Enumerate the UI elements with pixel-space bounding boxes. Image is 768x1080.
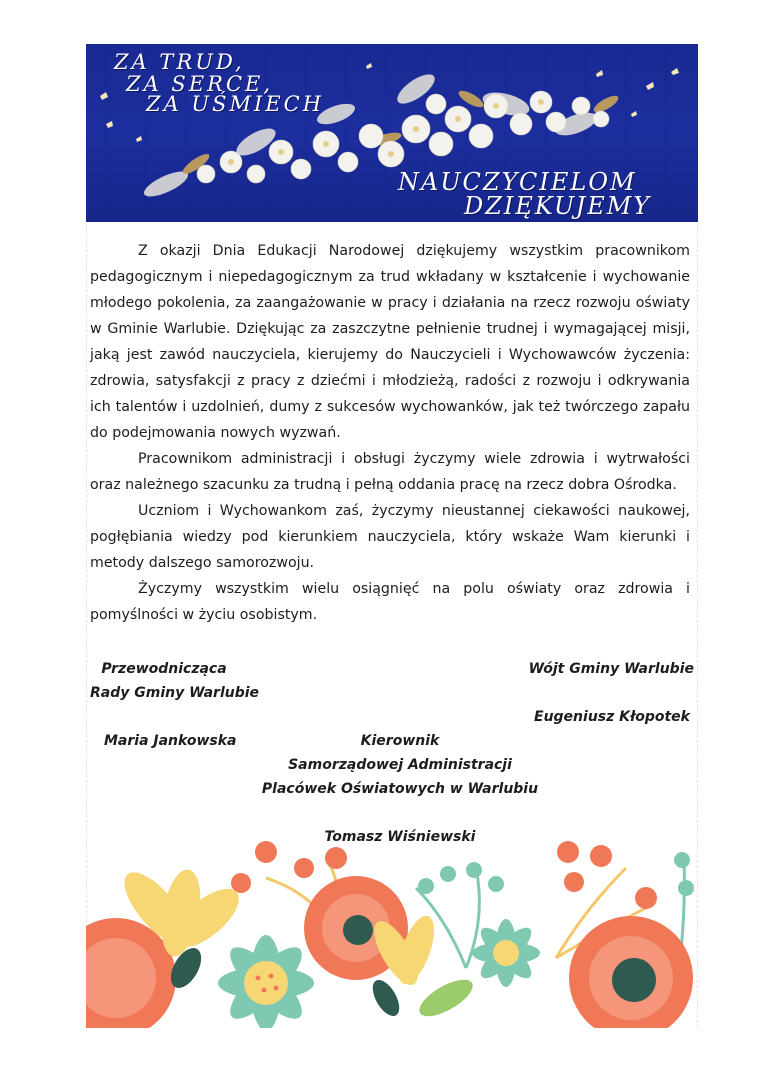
banner-line-4: NAUCZYCIELOM <box>398 168 637 196</box>
council-chair-title <box>90 657 260 705</box>
mayor-title: Wójt Gminy Warlubie <box>528 661 694 677</box>
director-title-line-2: Samorządowej Administracji <box>288 757 512 773</box>
council-chair-name: Maria Jankowska <box>104 733 237 749</box>
paragraph-3: Uczniom i Wychowankom zaś, życzymy nieustannej ciekawości naukowej, pogłębiania wiedzy pod kierunkiem nauczyciela, który wskaże Wam kierunki i metody dalszego samorozwoju. <box>90 503 690 571</box>
paragraph-1: Z okazji Dnia Edukacji Narodowej dziękujemy wszystkim pracownikom pedagogicznym i niepedagogicznym za trud wkładany w kształcenie i wychowanie młodego pokolenia, za zaangażowanie w pracy i działania na rzecz rozwoju oświaty w Gminie Warlubie. Dziękując za zaszczytne pełnienie trudnej i wymagającej misji, jaką jest zawód nauczyciela, kierujemy do Nauczycieli i Wychowawców życzenia: zdrowia, satysfakcji z pracy z dziećmi i młodzieżą, radości z rozwoju i odkrywania ich talentów i uzdolnień, dumy z sukcesów wychowanków, jak też twórczego zapału do podejmowania nowych wyzwań. <box>90 243 690 441</box>
banner-line-3: ZA UŚMIECH <box>146 92 325 116</box>
director-name: Tomasz Wiśniewski <box>324 829 476 845</box>
director-title-line-1: Kierownik <box>360 733 440 749</box>
mayor-name: Eugeniusz Kłopotek <box>534 709 690 725</box>
paragraph-2: Pracownikom administracji i obsługi życzymy wiele zdrowia i wytrwałości oraz należnego szacunku za trudną i pełną oddania pracę na rzecz dobra Ośrodka. <box>90 451 690 493</box>
header-banner <box>86 44 698 222</box>
floral-footer-decoration <box>86 838 698 1028</box>
director-title <box>250 729 550 801</box>
banner-line-1: ZA TRUD, <box>114 50 245 74</box>
council-chair-title-line-1: Przewodnicząca <box>101 661 227 677</box>
paragraph-4: Życzymy wszystkim wielu osiągnięć na polu oświaty oraz zdrowia i pomyślności w życiu osobistym. <box>90 581 690 623</box>
banner-line-5: DZIĘKUJEMY <box>464 192 652 220</box>
council-chair-title-line-2: Rady Gminy Warlubie <box>90 685 260 701</box>
banner-line-2: ZA SERCE, <box>126 72 274 96</box>
letter-body <box>90 238 690 628</box>
director-title-line-3: Placówek Oświatowych w Warlubiu <box>261 781 539 797</box>
